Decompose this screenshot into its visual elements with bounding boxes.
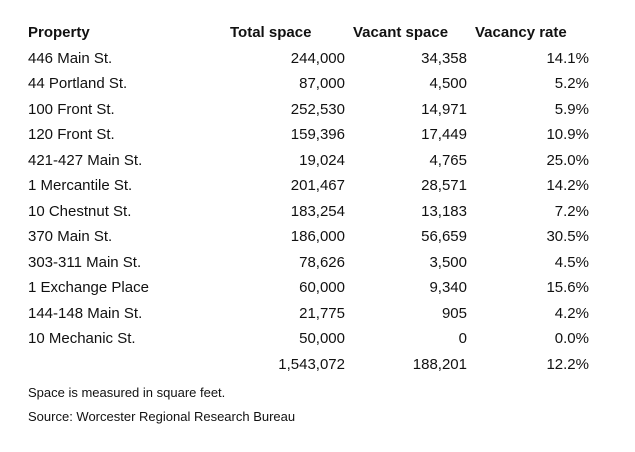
header-total-space: Total space — [230, 24, 312, 41]
table-total-row — [28, 352, 590, 378]
total-space-cell: 50,000 — [299, 330, 345, 347]
table-row — [28, 97, 590, 123]
vacant-space-cell: 0 — [458, 330, 467, 347]
total-space-cell: 60,000 — [299, 279, 345, 296]
property-cell: 1 Exchange Place — [28, 279, 149, 296]
total-space-cell: 244,000 — [290, 49, 345, 67]
vacancy-rate-cell: 4.5% — [554, 253, 589, 271]
property-cell: 144-148 Main St. — [28, 304, 143, 322]
property-cell: 10 Mechanic St. — [28, 330, 136, 347]
table-row — [28, 46, 590, 72]
vacancy-rate-cell: 30.5% — [546, 228, 589, 245]
vacancy-table — [28, 20, 590, 377]
table-row — [28, 199, 590, 225]
header-property: Property — [28, 24, 90, 41]
vacant-space-cell: 4,765 — [429, 151, 467, 169]
vacancy-rate-cell: 4.2% — [554, 304, 589, 322]
total-space-cell: 19,024 — [299, 151, 345, 169]
total-space-sum: 1,543,072 — [278, 355, 345, 373]
table-header-row — [28, 20, 590, 46]
vacancy-rate-cell: 14.1% — [546, 49, 589, 67]
table-row — [28, 148, 590, 174]
vacant-space-cell: 34,358 — [421, 49, 467, 67]
vacant-space-cell: 9,340 — [429, 279, 467, 296]
total-space-cell: 78,626 — [299, 253, 345, 271]
total-space-cell: 201,467 — [290, 177, 345, 194]
property-cell: 10 Chestnut St. — [28, 202, 132, 220]
vacancy-rate-cell: 15.6% — [546, 279, 589, 296]
table-row — [28, 326, 590, 352]
property-cell: 303-311 Main St. — [28, 253, 142, 271]
source-note: Source: Worcester Regional Research Bureau — [28, 409, 296, 424]
overall-vacancy-rate: 12.2% — [546, 355, 589, 373]
header-vacancy-rate: Vacancy rate — [475, 24, 567, 41]
vacant-space-cell: 17,449 — [421, 126, 467, 143]
vacancy-rate-cell: 0.0% — [554, 330, 589, 347]
vacancy-rate-cell: 5.9% — [554, 100, 589, 118]
vacancy-rate-cell: 25.0% — [546, 151, 589, 169]
vacant-space-cell: 4,500 — [429, 75, 467, 92]
property-cell: 370 Main St. — [28, 228, 113, 245]
table-row — [28, 275, 590, 301]
property-cell: 446 Main St. — [28, 49, 113, 67]
property-cell: 100 Front St. — [28, 100, 115, 118]
vacant-space-cell: 28,571 — [421, 177, 467, 194]
vacant-space-cell: 3,500 — [429, 253, 467, 271]
vacant-space-sum: 188,201 — [412, 355, 467, 373]
vacancy-rate-cell: 14.2% — [546, 177, 589, 194]
table-row — [28, 122, 590, 148]
table-row — [28, 301, 590, 327]
property-cell: 1 Mercantile St. — [28, 177, 133, 194]
total-space-cell: 87,000 — [299, 75, 345, 92]
vacant-space-cell: 56,659 — [421, 228, 467, 245]
property-cell: 120 Front St. — [28, 126, 115, 143]
total-space-cell: 21,775 — [299, 304, 345, 322]
table-notes — [28, 381, 295, 429]
vacancy-rate-cell: 5.2% — [554, 75, 589, 92]
unit-note: Space is measured in square feet. — [28, 385, 226, 400]
header-vacant-space: Vacant space — [353, 24, 449, 41]
table-row — [28, 71, 590, 97]
vacancy-rate-cell: 7.2% — [554, 202, 589, 220]
property-cell: 44 Portland St. — [28, 75, 128, 92]
table-row — [28, 173, 590, 199]
table-row — [28, 224, 590, 250]
vacant-space-cell: 13,183 — [421, 202, 467, 220]
total-space-cell: 186,000 — [290, 228, 345, 245]
total-space-cell: 159,396 — [290, 126, 345, 143]
vacant-space-cell: 14,971 — [421, 100, 467, 118]
property-cell: 421-427 Main St. — [28, 151, 143, 169]
vacant-space-cell: 905 — [441, 304, 467, 322]
total-space-cell: 252,530 — [290, 100, 345, 118]
total-space-cell: 183,254 — [290, 202, 345, 220]
table-row — [28, 250, 590, 276]
vacancy-rate-cell: 10.9% — [546, 126, 589, 143]
